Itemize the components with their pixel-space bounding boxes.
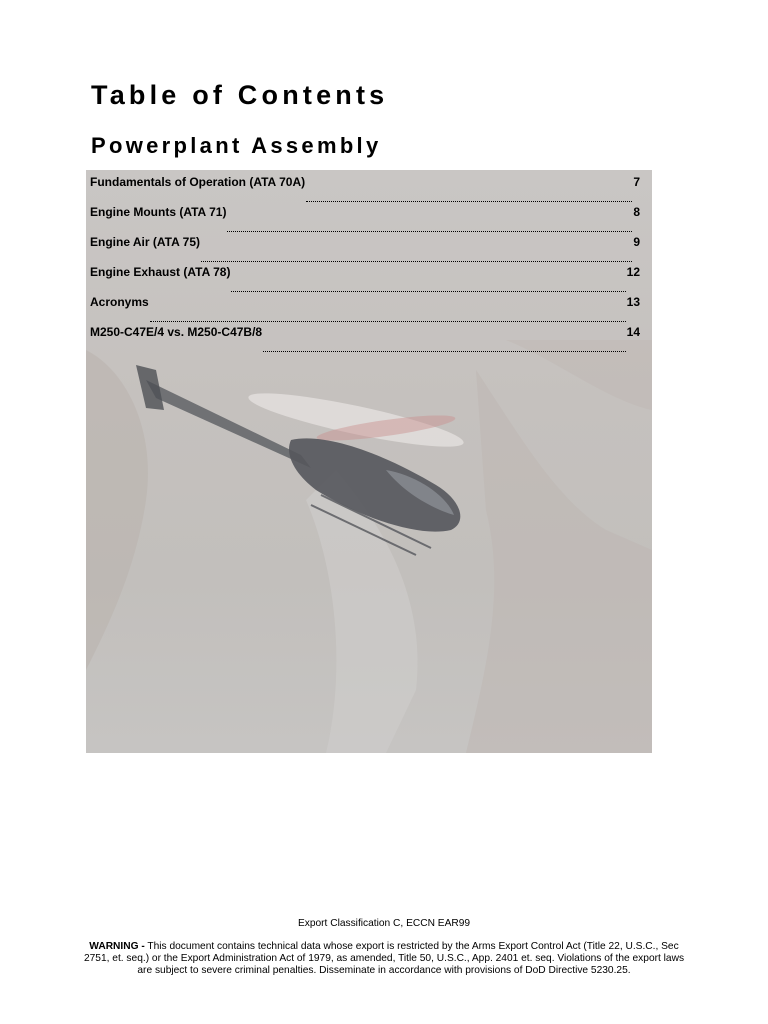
toc-leader-dots: [231, 291, 625, 292]
export-classification: Export Classification C, ECCN EAR99: [297, 918, 471, 929]
toc-entry-page: 9: [633, 235, 640, 249]
toc-entry[interactable]: [90, 265, 640, 295]
toc-entry[interactable]: [90, 235, 640, 265]
toc-entry-label: M250-C47E/4 vs. M250-C47B/8: [90, 325, 263, 339]
toc-entry[interactable]: [90, 205, 640, 235]
toc-entry[interactable]: [90, 295, 640, 325]
toc-entry-page: 7: [633, 175, 640, 189]
toc-entry-label: Engine Exhaust (ATA 78): [90, 265, 231, 279]
toc-entry-label: Acronyms: [90, 295, 149, 309]
toc-leader-dots: [150, 321, 626, 322]
warning-text: This document contains technical data whose export is restricted by the Arms Export Control Act (Title 22, U.S.C., Sec 2751, et. seq.) or the Export Administration Act of 1979, as amended, Title 50, U.S.C., App. 2401 et. seq. Violations of the export laws are subject to severe criminal penalties. Disseminate in accordance with provisions of DoD Directive 5230.25.: [83, 941, 685, 976]
page-subtitle: Powerplant Assembly: [91, 133, 382, 158]
export-warning: [80, 941, 688, 977]
toc-entry[interactable]: [90, 175, 640, 205]
toc-entry-page: 12: [626, 265, 640, 279]
toc-list: [90, 175, 640, 355]
toc-leader-dots: [227, 231, 632, 232]
toc-leader-dots: [306, 201, 632, 202]
toc-entry-label: Engine Air (ATA 75): [90, 235, 201, 249]
page-title: Table of Contents: [91, 80, 389, 110]
toc-entry[interactable]: [90, 325, 640, 355]
toc-leader-dots: [201, 261, 632, 262]
warning-label: WARNING -: [89, 941, 145, 952]
toc-leader-dots: [263, 351, 626, 352]
toc-entry-page: 13: [626, 295, 640, 309]
toc-entry-page: 8: [633, 205, 640, 219]
toc-entry-label: Fundamentals of Operation (ATA 70A): [90, 175, 306, 189]
toc-entry-page: 14: [626, 325, 640, 339]
toc-entry-label: Engine Mounts (ATA 71): [90, 205, 227, 219]
